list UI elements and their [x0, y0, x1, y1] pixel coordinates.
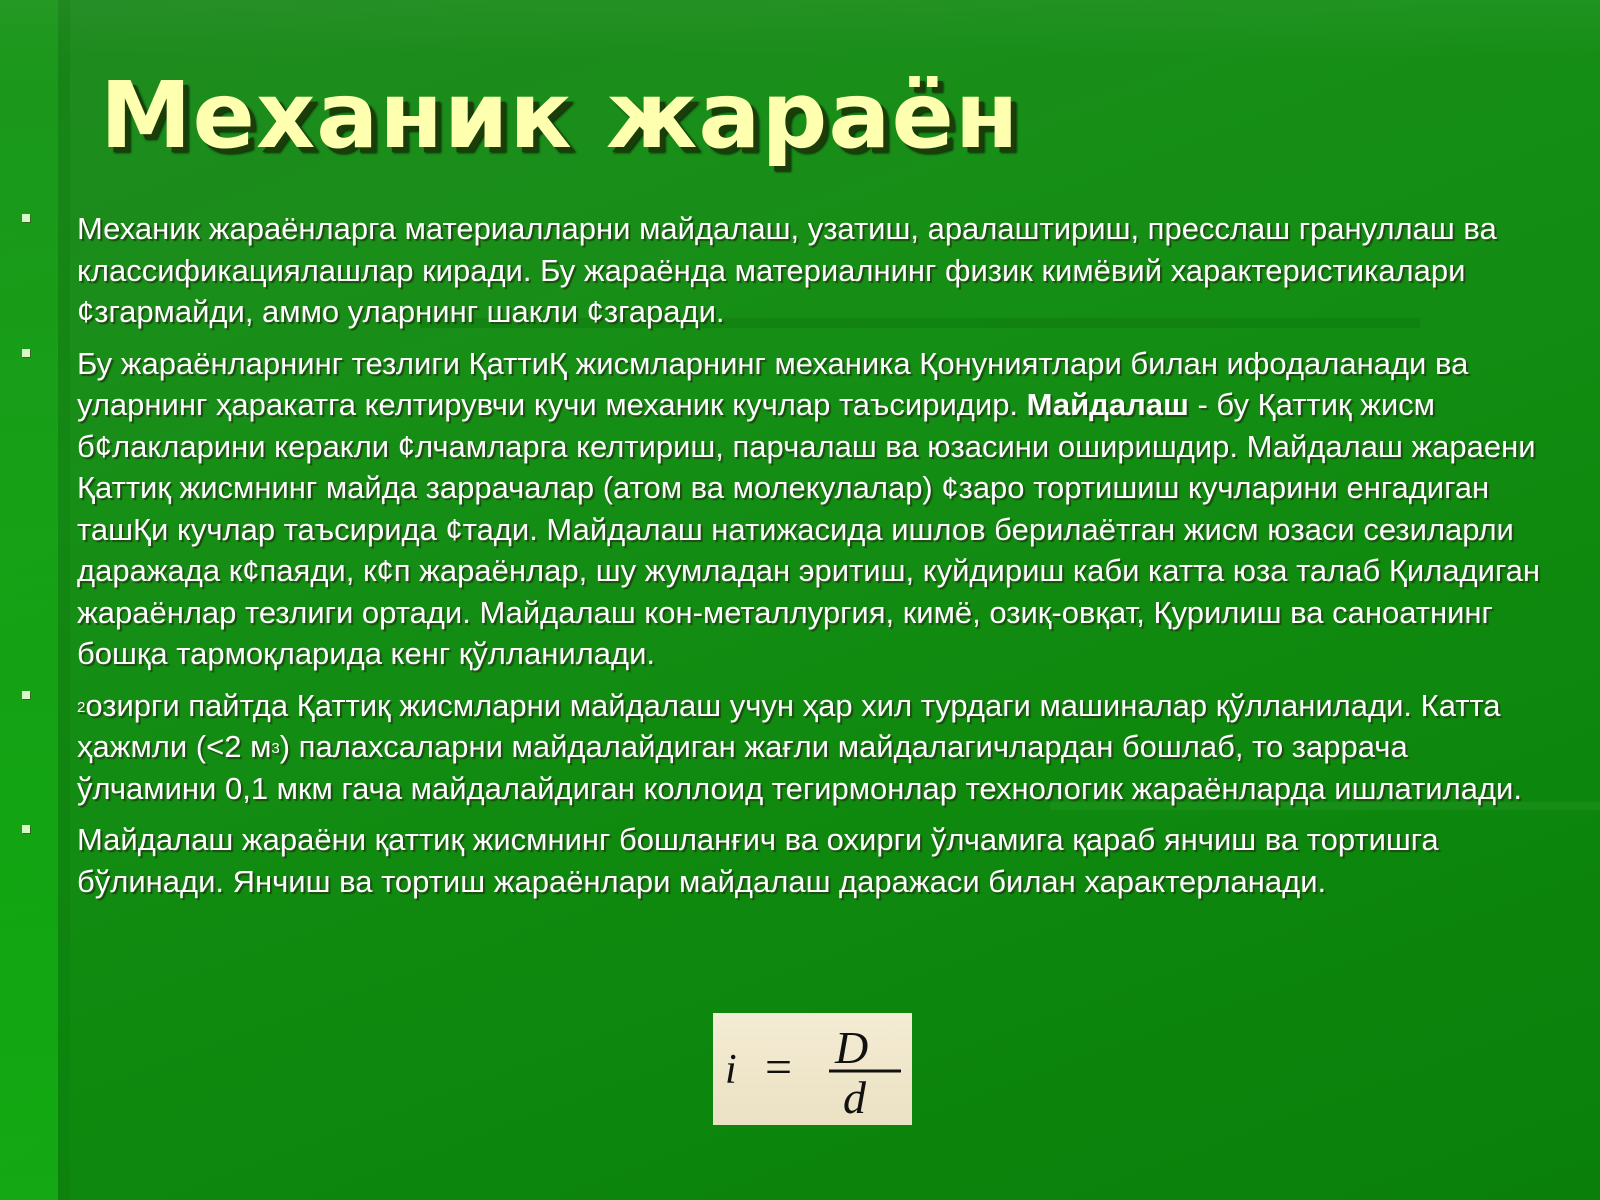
formula-numerator: D [835, 1022, 869, 1073]
square-bullet-icon [22, 349, 30, 357]
slide-title: Механик жараён [100, 62, 1020, 169]
formula-image [713, 1013, 912, 1125]
formula-lhs: i [725, 1047, 737, 1093]
bullet-list [22, 208, 1542, 912]
formula-svg [713, 1013, 912, 1125]
bullet-item [22, 819, 1542, 902]
background-top-sheen [0, 0, 1600, 60]
formula-denominator: d [843, 1072, 866, 1123]
superscript-lead: 2 [77, 698, 86, 716]
formula-equals: = [765, 1041, 793, 1094]
square-bullet-icon [22, 825, 30, 833]
bold-term: Майдалаш [1026, 387, 1189, 422]
bullet-item [22, 208, 1542, 333]
paragraph-text-segment: озирги пайтда Қаттиқ жисмларни майдалаш учун ҳар хил турдаги машиналар қўлланилади. Катта ҳажмли (<2 м [77, 687, 1501, 764]
bullet-item [22, 343, 1542, 675]
superscript-unit: 3 [271, 740, 280, 757]
bullet-item [22, 685, 1542, 810]
square-bullet-icon [22, 214, 30, 222]
paragraph-text: Механик жараёнларга материалларни майдалаш, узатиш, аралаштириш, пресслаш грануллаш ва классификациялашлар киради. Бу жараёнда материалнинг физик кимёвий характеристикалари ¢згармайди, аммо уларнинг шакли ¢згаради. [77, 211, 1497, 329]
paragraph-text-segment: Бу жараёнларнинг тезлиги ҚаттиҚ жисмларнинг механика Қонуниятлари билан ифодаланади ва уларнинг ҳаракатга келтирувчи кучи механик кучлар таъсиридир. [77, 345, 1469, 422]
paragraph-text [77, 343, 1542, 675]
square-bullet-icon [22, 691, 30, 699]
paragraph-text: Майдалаш жараёни қаттиқ жисмнинг бошланғич ва охирги ўлчамига қараб янчиш ва тортишга бўлинади. Янчиш ва тортиш жараёнлари майдалаш даражаси билан характерланади. [77, 822, 1439, 899]
paragraph-text-segment: ) палахсаларни майдалайдиган жағли майдалагичлардан бошлаб, то заррача ўлчамини 0,1 мкм гача майдалайдиган коллоид тегирмонлар технологик жараёнларда ишлатилади. [77, 729, 1522, 806]
paragraph-text [77, 685, 1542, 810]
paragraph-text-segment: - бу Қаттиқ жисм б¢лакларини керакли ¢лчамларга келтириш, парчалаш ва юзасини оширишдир. Майдалаш жараени Қаттиқ жисмнинг майда заррачалар (атом ва молекулалар) ¢заро тортишиш кучларини енгадиган ташҚи кучлар таъсирида ¢тади. Майдалаш натижасида ишлов берилаётган жисм юзаси сезиларли даражада к¢паяди, к¢п жараёнлар, шу жумладан эритиш, куйдириш каби катта юза талаб Қиладиган жараёнлар тезлиги ортади. Майдалаш кон-металлургия, кимё, озиқ-овқат, Қурилиш ва саноатнинг бошқа тармоқларида кенг қўлланилади. [77, 387, 1540, 671]
